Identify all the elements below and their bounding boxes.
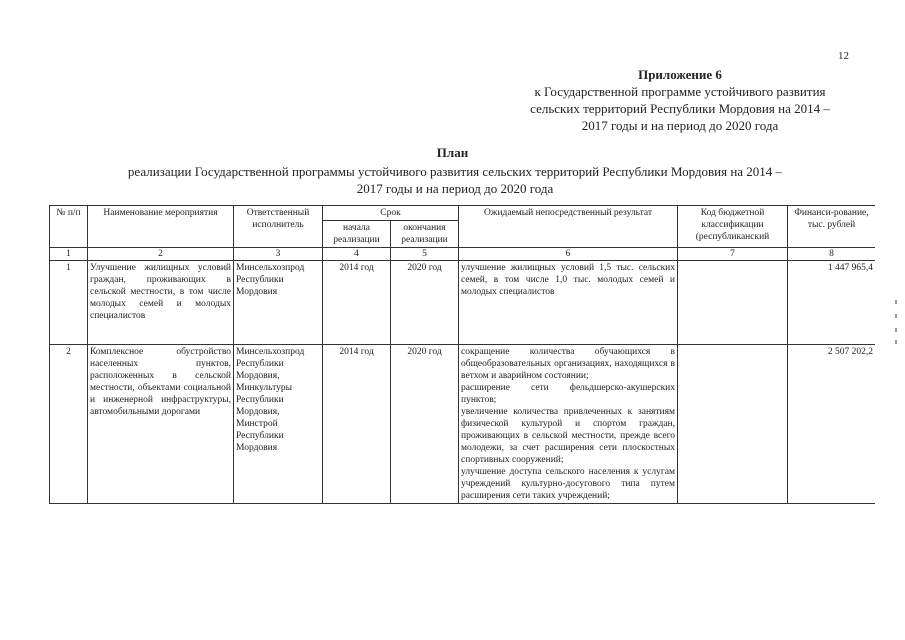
- appendix-block: [470, 66, 890, 134]
- row-budget: [678, 345, 788, 504]
- header-budget: Код бюджетной классификации (республиканский: [678, 206, 788, 248]
- row-start: 2014 год: [323, 345, 391, 504]
- row-budget: [678, 261, 788, 345]
- row-finance: 1 447 965,4: [788, 261, 875, 345]
- plan-table: [49, 205, 875, 504]
- appendix-line: сельских территорий Республики Мордовия на 2014 –: [530, 101, 830, 116]
- row-result: [459, 261, 678, 345]
- column-number: 5: [391, 248, 459, 261]
- column-number-row: [50, 248, 876, 261]
- appendix-title: Приложение 6: [638, 67, 722, 82]
- row-end: 2020 год: [391, 345, 459, 504]
- header-finance: Финанси-рование, тыс. рублей: [788, 206, 875, 248]
- row-executor: Минсельхозпрод Республики Мордовия, Минкультуры Республики Мордовия, Минстрой Республики Мордовия: [234, 345, 323, 504]
- column-number: 8: [788, 248, 875, 261]
- scan-mark: [895, 314, 897, 318]
- column-number: 6: [459, 248, 678, 261]
- column-number: 1: [50, 248, 88, 261]
- row-finance: 2 507 202,2: [788, 345, 875, 504]
- column-number: 7: [678, 248, 788, 261]
- row-end: 2020 год: [391, 261, 459, 345]
- row-num: 1: [50, 261, 88, 345]
- plan-subtitle-line: реализации Государственной программы устойчивого развития сельских территорий Республики Мордовия на 2014 –: [127, 164, 783, 179]
- scan-mark: [895, 300, 897, 304]
- table-row: [50, 345, 876, 504]
- column-number: 3: [234, 248, 323, 261]
- plan-subtitle: [60, 163, 850, 197]
- row-num: 2: [50, 345, 88, 504]
- result-line: сокращение количества обучающихся в общеобразовательных организациях, находящихся в ветхом и аварийном состоянии;: [461, 347, 676, 381]
- row-executor: Минсельхозпрод Республики Мордовия: [234, 261, 323, 345]
- result-line: улучшение жилищных условий 1,5 тыс. сельских семей, в том числе 1,0 тыс. молодых семей и молодых специалистов: [461, 263, 676, 297]
- appendix-line: к Государственной программе устойчивого развития: [534, 84, 826, 99]
- header-start: начала реализации: [323, 221, 391, 248]
- row-name: Улучшение жилищных условий граждан, проживающих в сельской местности, в том числе молодых семей и молодых специалистов: [88, 261, 234, 345]
- column-number: 2: [88, 248, 234, 261]
- header-end: окончания реализации: [391, 221, 459, 248]
- plan-title: План: [436, 145, 469, 160]
- header-result: Ожидаемый непосредственный результат: [459, 206, 678, 248]
- header-name: Наименование мероприятия: [88, 206, 234, 248]
- column-number: 4: [323, 248, 391, 261]
- header-term: Срок: [323, 206, 459, 221]
- page-number: 12: [838, 50, 849, 62]
- row-start: 2014 год: [323, 261, 391, 345]
- row-name: Комплексное обустройство населенных пунктов, расположенных в сельской местности, объектами социальной и инженерной инфраструктуры, автомобильными дорогами: [88, 345, 234, 504]
- plan-table-container: [49, 205, 875, 580]
- result-line: расширение сети фельдшерско-акушерских пунктов;: [461, 383, 676, 405]
- row-result: [459, 345, 678, 504]
- header-executor: Ответственный исполнитель: [234, 206, 323, 248]
- header-num: № п/п: [50, 206, 88, 248]
- scan-margin-marks: [893, 300, 899, 360]
- appendix-line: 2017 годы и на период до 2020 года: [581, 118, 779, 133]
- plan-subtitle-line: 2017 годы и на период до 2020 года: [356, 181, 554, 196]
- result-line: увеличение количества привлеченных к занятиям физической культурой и спортом граждан, проживающих в сельской местности, прежде всего молодежи, за счет расширения сети плоскостных спортивных сооружений;: [461, 407, 676, 465]
- scan-mark: [895, 340, 897, 344]
- result-line: улучшение доступа сельского населения к услугам учреждений культурно-досугового типа путем расширения сети таких учреждений;: [461, 467, 676, 501]
- table-row: [50, 261, 876, 345]
- header-row: [50, 206, 876, 221]
- scan-mark: [895, 328, 897, 332]
